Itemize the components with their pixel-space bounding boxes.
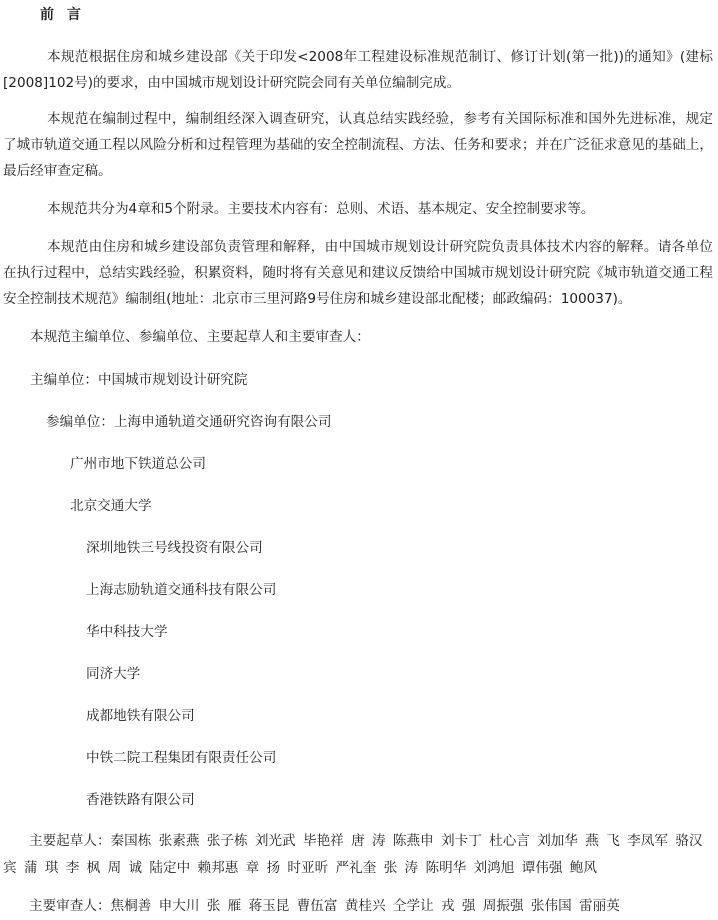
paragraph-1: 本规范根据住房和城乡建设部《关于印发<2008年工程建设标准规范制订、修订计划(第一批))的通知》(建标[2008]102号)的要求，由中国城市规划设计研究院会同有关单位编制完成。 [3,49,713,91]
paragraph-2: 本规范在编制过程中，编制组经深入调查研究，认真总结实践经验，参考有关国际标准和国外先进标准，规定了城市轨道交通工程以风险分析和过程管理为基础的安全控制流程、方法、任务和要求；并在广泛征求意见的基础上，最后经审查定稿。 [3,111,713,179]
chief-unit: 主编单位：中国城市规划设计研究院 [30,372,248,388]
participating-units-label: 参编单位：上海申通轨道交通研究咨询有限公司 [46,414,332,430]
participating-unit: 上海志励轨道交通科技有限公司 [86,582,277,598]
chief-reviewers: 主要审查人：焦桐善 申大川 张 雁 蒋玉昆 曹伍富 黄桂兴 仝学让 戎 强 周振强 张伟国 雷丽英 [29,898,620,914]
page-title: 前 言 [40,7,85,23]
participating-unit: 中铁二院工程集团有限责任公司 [86,750,277,766]
participating-unit: 深圳地铁三号线投资有限公司 [86,540,263,556]
paragraph-4: 本规范由住房和城乡建设部负责管理和解释，由中国城市规划设计研究院负责具体技术内容的解释。请各单位在执行过程中，总结实践经验，积累资料，随时将有关意见和建议反馈给中国城市规划设计研究院《城市轨道交通工程安全控制技术规范》编制组(地址：北京市三里河路9号住房和城乡建设部北配楼；邮政编码：100037)。 [3,239,713,307]
participating-unit: 北京交通大学 [70,498,152,514]
participating-unit: 香港铁路有限公司 [86,792,195,808]
participating-unit: 同济大学 [86,666,141,682]
chief-drafters: 主要起草人：秦国栋 张素燕 张子栋 刘光武 毕艳祥 唐 涛 陈燕申 刘卡丁 杜心言 刘加华 燕 飞 李凤军 骆汉宾 蒲 琪 李 枫 周 诚 陆定中 赖邦惠 章 扬 时亚昕 严礼奎 张 涛 陈明华 刘鸿旭 谭伟强 鲍风 [3,833,703,876]
participating-unit: 成都地铁有限公司 [86,708,195,724]
participating-unit: 华中科技大学 [86,624,168,640]
participating-unit: 广州市地下铁道总公司 [70,456,206,472]
units-intro: 本规范主编单位、参编单位、主要起草人和主要审查人： [30,329,370,345]
paragraph-3: 本规范共分为4章和5个附录。主要技术内容有：总则、术语、基本规定、安全控制要求等。 [47,201,595,217]
